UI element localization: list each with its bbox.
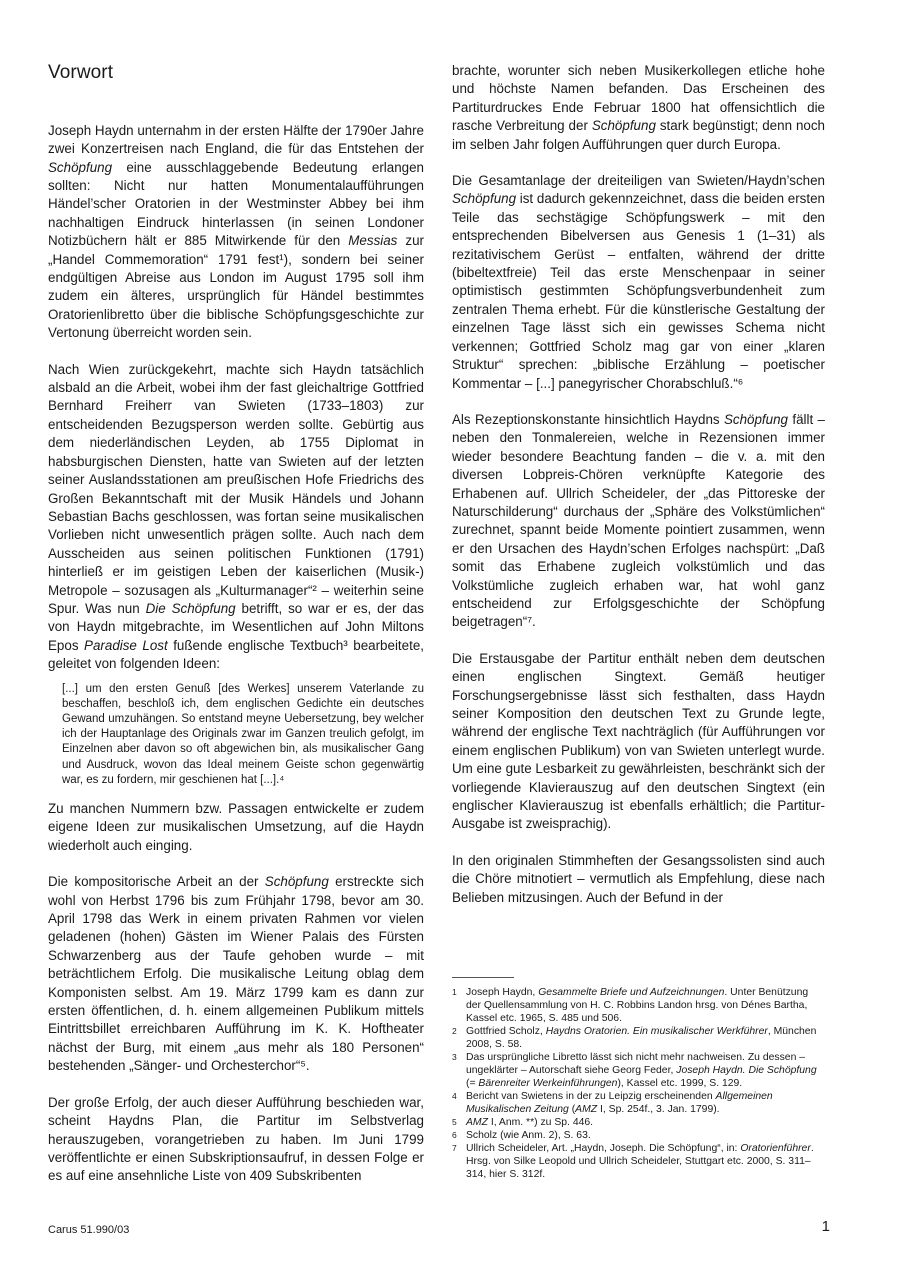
paragraph: In den originalen Stimmheften der Gesangssolisten sind auch die Chöre mitnotiert – vermutlich als Empfehlung, diese nach Belieben mitzusingen. Auch der Befund in der [452,852,825,905]
paragraph: Die kompositorische Arbeit an der Schöpfung erstreckte sich wohl von Herbst 1796 bis zum Frühjahr 1798, bevor am 30. April 1798 das Werk in einem privaten Rahmen vor vielen geladenen (hohen) Gästen im Wiener Palais des Fürsten Schwarzenberg aus der Taufe gehoben wurde – mit beträchtlichem Erfolg. Die musikalische Leitung oblag dem Komponisten selbst. Am 19. März 1799 kam es dann zur ersten öffentlichen, d. h. einem allgemeinen Publikum mittels Eintrittsbillet erreichbaren Aufführung im K. K. Hoftheater nächst der Burg, mit einem „aus mehr als 180 Personen“ bestehenden „Sänger- und Orchesterchor“⁵. [48,874,424,1074]
footnote-number: 4 [452,1091,457,1101]
paragraph: Nach Wien zurückgekehrt, machte sich Haydn tatsächlich alsbald an die Arbeit, wobei ihm der fast gleichaltrige Gottfried Bernhard Freiherr van Swieten (1733–1803) zur entscheidenden Bezugsperson werden sollte. Gebürtig aus dem niederländischen Leyden, ab 1755 Diplomat in habsburgischen Diensten, hatte van Swieten auf der letzten seiner Auslandsstationen am preußischen Hofe Friedrichs des Großen Bekanntschaft mit der Musik Händels und Johann Sebastian Bachs geschlossen, was fortan seine musikalischen Vorlieben nicht unwesentlich prägen sollte. Auch nach dem Ausscheiden aus seinen politischen Funktionen (1791) hinterließ er im geistigen Leben der kaiserlichen (Musik-) Metropole – sozusagen als „Kulturmanager“² – weiterhin seine Spur. Was nun Die Schöpfung betrifft, so war er es, der das von Haydn mitgebrachte, im Wesentlichen auf John Miltons Epos Paradise Lost fußende englische Textbuch³ bearbeitete, geleitet von folgenden Ideen: [48,361,424,672]
catalog-number: Carus 51.990/03 [48,1224,130,1236]
footnote [452,1025,825,1051]
page-number: 1 [821,1218,830,1235]
footnote-rule [452,977,514,978]
italic-text: Haydns Oratorien. Ein musikalischer Werkführer [545,1026,768,1037]
right-column [452,62,825,925]
italic-text: Schöpfung [591,118,656,134]
italic-text: Gesammelte Briefe und Aufzeichnungen [538,987,725,998]
footnote-text: Bericht van Swietens in der zu Leipzig erscheinenden Allgemeinen Musikalischen Zeitung (AMZ I, Sp. 254f., 3. Jan. 1799). [466,1091,773,1115]
footnote-number: 3 [452,1052,457,1062]
footnote-text: Ullrich Scheideler, Art. „Haydn, Joseph. Die Schöpfung“, in: Oratorienführer. Hrsg. von Silke Leopold und Ullrich Scheideler, Stuttgart etc. 2000, S. 311–314, hier S. 312f. [466,1143,814,1180]
italic-text: Schöpfung [723,411,788,427]
footnote-text: AMZ I, Anm. **) zu Sp. 446. [466,1117,594,1128]
paragraph: Der große Erfolg, der auch dieser Aufführung beschieden war, scheint Haydns Plan, die Partitur im Selbstverlag herauszugeben, vorangetrieben zu haben. Im Juni 1799 veröffentlichte er einen Subskriptionsaufruf, in dessen Folge er es auf eine ansehnliche Liste von 409 Subskribenten [48,1094,424,1184]
footnotes [452,977,825,1181]
footnote-number: 7 [452,1143,457,1153]
page-title: Vorwort [48,62,114,83]
paragraph: Die Gesamtanlage der dreiteiligen van Swieten/Haydn’schen Schöpfung ist dadurch gekennzeichnet, dass die beiden ersten Teile das sechstägige Schöpfungswerk – mit den entsprechenden Bibelversen aus Genesis 1 (1–31) als rezitativischem Gerüst – entfalten, während der dritte (bibeltextfreie) Teil das erste Menschenpaar in seiner optimistisch gestimmten Schöpfungsverbundenheit zum zentralen Thema erhebt. Für die künstlerische Gestaltung der einzelnen Tage lässt sich ein gewisses Schema nicht verkennen; Gottfried Scholz mag gar von einer „klaren Struktur“ sprechen: „biblische Erzählung – poetischer Kommentar – [...] panegyrischer Chorabschluß.“⁶ [452,173,825,391]
paragraph: brachte, worunter sich neben Musikerkollegen etliche hohe und höchste Namen befanden. Das Erscheinen des Partiturdruckes Ende Februar 1800 hat offensichtlich die rasche Verbreitung der Schöpfung stark begünstigt; denn noch im selben Jahr folgen Aufführungen quer durch Europa. [452,63,825,152]
footnote-text: Das ursprüngliche Libretto lässt sich nicht mehr nachweisen. Zu dessen – ungeklärter – Autorschaft siehe Georg Feder, Joseph Haydn. Die Schöpfung (= Bärenreiter Werkeinführungen), Kassel etc. 1999, S. 129. [466,1052,817,1089]
italic-text: Messias [348,233,398,249]
paragraph: Die Erstausgabe der Partitur enthält neben dem deutschen einen englischen Singtext. Gemäß heutiger Forschungsergebnisse lässt sich festhalten, dass Haydn seiner Komposition den deutschen Text zu Grunde legte, während der englische Text nachträglich (für Aufführungen vor einem englischen Publikum) von van Swieten unterlegt wurde. Um eine gute Lesbarkeit zu gewährleisten, beschränkt sich der vorliegende Klavierauszug auf den deutschen Singtext (ein englischer Klavierauszug ist ebenfalls erhältlich; die Partitur-Ausgabe ist zweisprachig). [452,650,825,832]
footnote-number: 6 [452,1130,457,1140]
italic-text: Schöpfung [452,191,517,207]
footnote-text: Scholz (wie Anm. 2), S. 63. [466,1130,591,1141]
footnote [452,1051,825,1090]
paragraph: Joseph Haydn unternahm in der ersten Hälfte der 1790er Jahre zwei Konzertreisen nach England, die für das Entstehen der Schöpfung eine ausschlaggebende Bedeutung erlangen sollten: Nicht nur hatten Monumentalaufführungen Händel’scher Oratorien in der Westminster Abbey bei ihm nachhaltigen Eindruck hinterlassen (in seinen Londoner Notizbüchern hält er 885 Mitwirkende für den Messias zur „Handel Commemoration“ 1791 fest¹), sondern bei seiner endgültigen Abreise aus London im August 1795 soll ihm zudem ein älteres, ursprünglich für Händel bestimmtes Oratorienlibretto über die biblische Schöpfungsgeschichte zur Vertonung überreicht worden sein. [48,122,425,341]
footnote [452,986,825,1025]
left-column [48,62,424,1204]
footnote [452,1142,825,1181]
italic-text: Allgemeinen Musikalischen Zeitung [466,1091,773,1115]
footnote-number: 2 [452,1026,457,1036]
footnote-text: Joseph Haydn, Gesammelte Briefe und Aufzeichnungen. Unter Benützung der Quellensammlung von H. C. Robbins Landon hrsg. von Dénes Bartha, Kassel etc. 1965, S. 485 und 506. [466,987,809,1024]
footnote-number: 1 [452,987,457,997]
footnote [452,1090,825,1116]
italic-text: Joseph Haydn. Die Schöpfung [676,1065,817,1076]
italic-text: Bärenreiter Werkeinführungen [478,1078,618,1089]
footnote-number: 5 [452,1117,457,1127]
italic-text: Paradise Lost [84,637,168,653]
paragraph: Zu manchen Nummern bzw. Passagen entwickelte er zudem eigene Ideen zur musikalischen Umsetzung, auf die Haydn wiederholt auch einging. [48,801,424,853]
footnote-text: Gottfried Scholz, Haydns Oratorien. Ein musikalischer Werkführer, München 2008, S. 58. [466,1026,817,1050]
footnote [452,1129,825,1142]
italic-text: Schöpfung [264,874,329,890]
italic-text: Oratorienführer [740,1143,811,1154]
paragraph: Als Rezeptionskonstante hinsichtlich Haydns Schöpfung fällt – neben den Tonmalereien, welche in Rezensionen immer wieder besondere Beachtung fanden – die v. a. mit den diversen Lobpreis-Chören verknüpfte Kategorie des Erhabenen auf. Ullrich Scheideler, der „das Pittoreske der Naturschilderung“ durchaus der „Sphäre des Volkstümlichen“ zurechnet, spannt beide Momente pointiert zusammen, wenn er den Ursachen des Haydn’schen Erfolges nachspürt: „Daß somit das Erhabene zugleich volkstümlich und das Volkstümliche zugleich erhaben war, hat wohl ganz entscheidend zur Erfolgsgeschichte der Schöpfung beigetragen“⁷. [452,411,825,630]
italic-text: Schöpfung [48,159,113,175]
italic-text: AMZ [575,1104,598,1115]
footnote [452,1116,825,1129]
italic-text: Die Schöpfung [145,600,236,616]
italic-text: AMZ [466,1117,488,1128]
block-quote: [...] um den ersten Genuß [des Werkes] unserem Vaterlande zu beschaffen, beschloß ich, dem englischen Gedichte ein deutsches Gewand umzuhängen. So entstand meyne Uebersetzung, bey welcher ich der Hauptanlage des Originals zwar im Ganzen treulich gefolgt, im Einzelnen aber davon so oft abgewichen bin, als musikalischer Gang und Ausdruck, wovon das Ideal meinem Geiste schon gegenwärtig war, es zu fordern, mir geschienen hat [...].⁴ [62,682,424,786]
